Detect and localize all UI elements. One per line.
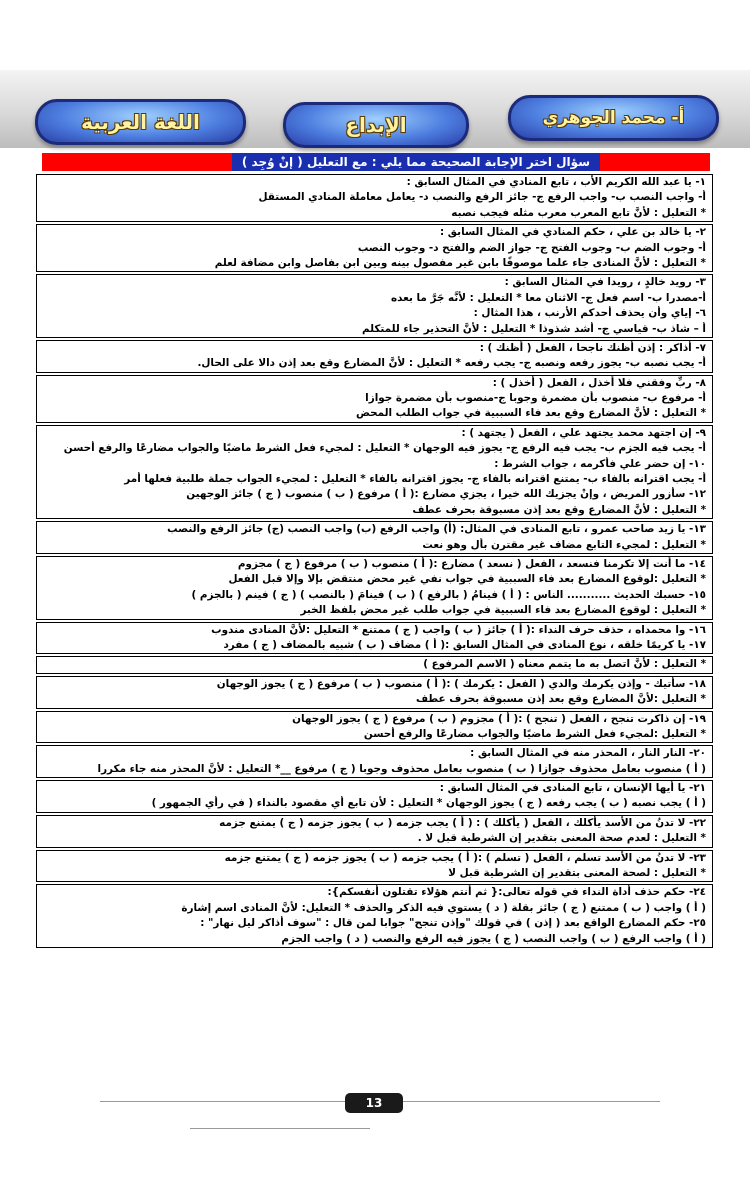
question-line: ١٤- ما أنت إلا تكرمنا فنسعد ، الفعل ( نسعد ) مضارع :( أ ) منصوب ( ب ) مرفوع ( ج ) مجزوم	[237, 557, 706, 570]
question-line: أ-مصدرا ب- اسم فعل ج- الاثنان معا * التعليل : لأنَّه جَرَّ ما بعده	[390, 291, 706, 304]
question-line: * التعليل : لوقوع المضارع بعد فاء السببية في جواب طلب غير محض بلفظ الخبر	[300, 604, 706, 617]
question-box	[36, 780, 713, 813]
question-line: * التعليل : لأنَّ المضارع وقع بعد فاء السببية في جواب الطلب المحض	[355, 407, 706, 420]
question-line: ٢٤- حكم حذف أداة النداء في قوله تعالى:{ ثم أنتم هؤلاء تقتلون أنفسكم}:	[327, 886, 706, 899]
question-box	[36, 850, 713, 883]
question-box	[36, 224, 713, 272]
question-title-bar	[42, 153, 710, 171]
question-box	[36, 174, 713, 222]
question-line: ( أ ) منصوب بعامل محذوف جوازا ( ب ) منصوب بعامل محذوف وجوبا ( ج ) مرفوع __* التعليل : لأنَّ المحذر منه جاء مكررا	[97, 762, 706, 775]
question-line: أ- واجب النصب ب- واجب الرفع ج- جائز الرفع والنصب د- يعامل معاملة المنادي المستقل	[258, 191, 706, 204]
brand-badge: الإبداع	[283, 102, 469, 148]
question-line: أ- يجب نصبه ب- يجوز رفعه ونصبه ج- يجب رفعه * التعليل : لأنَّ المضارع وقع بعد إذن دالا على الحال.	[197, 357, 706, 370]
question-line: ٢٠- النار النار ، المحذر منه في المثال السابق :	[470, 747, 706, 760]
question-line: ٨- ربِّ وفقني فلا أخذل ، الفعل ( أخذل ) :	[492, 376, 706, 389]
question-line: ٢٣- لا تدنُ من الأسد تسلم ، الفعل ( تسلم ) :( أ ) يجب جزمه ( ب ) يجوز جزمه ( ج ) يمتنع جزمه	[224, 851, 706, 864]
subject-badge: اللغة العربية	[35, 99, 246, 145]
question-line: ١٩- إن ذاكرت تنجح ، الفعل ( تنجح ) :( أ ) مجزوم ( ب ) مرفوع ( ج ) يجوز الوجهان	[292, 712, 706, 725]
question-line: أ- مرفوع ب- منصوب بأن مضمرة وجوبا ج-منصوب بأن مضمرة جوازا	[365, 392, 706, 405]
question-box	[36, 521, 713, 554]
question-line: ( أ ) يجب نصبه ( ب ) يجب رفعه ( ج ) يجوز الوجهان * التعليل : لأن تابع أي مقصود بالنداء ( في رأي الجمهور )	[151, 797, 706, 810]
question-box	[36, 556, 713, 620]
question-line: ٢١- يا أيها الإنسان ، تابع المنادى في المثال السابق :	[439, 782, 706, 795]
question-line: * التعليل : لصحة المعنى بتقدير إن الشرطية قبل لا	[448, 867, 706, 880]
question-line: * التعليل :لأنَّ المضارع وقع بعد إذن مسبوقة بحرف عطف	[415, 693, 706, 706]
question-line: * التعليل : لمجيء التابع مضاف غير مقترن بأل وهو نعت	[422, 538, 706, 551]
question-line: ١٥- حسبك الحديث ........... الناس : ( أ ) فينامُ ( بالرفع ) ( ب ) فينامَ ( بالنصب ) ( ج ) فينم ( بالجزم )	[191, 588, 706, 601]
question-line: ( أ ) واجب الرفع ( ب ) واجب النصب ( ج ) يجوز فيه الرفع والنصب ( د ) واجب الجزم	[281, 932, 706, 945]
question-line: * التعليل :لمجيء فعل الشرط ماضيًا والجواب مضارعًا والرفع أحسن	[363, 727, 706, 740]
question-line: ١٦- وا محمداه ، حذف حرف النداء :( أ ) جائز ( ب ) واجب ( ج ) ممتنع * التعليل :لأنَّ المنادى مندوب	[211, 623, 706, 636]
question-line: * التعليل : لأنَّ المضارع وقع بعد إذن مسبوقة بحرف عطف	[412, 503, 706, 516]
footer-divider-short	[190, 1128, 370, 1129]
question-line: ١٨- سأتيك - وإذن يكرمك والدي ( الفعل : يكرمك ) :( أ ) منصوب ( ب ) مرفوع ( ج ) يجوز الوجهان	[216, 677, 706, 690]
question-line: * التعليل :لوقوع المضارع بعد فاء السببية في جواب نفي غير محض منتقض بإلا وإلا قبل الفعل	[228, 573, 706, 586]
question-line: أ- يجب اقترانه بالفاء ب- يمتنع اقترانه بالفاء ج- يجوز اقترانه بالفاء * التعليل : لمجيء الجواب جملة طلبية فعلها أمر	[124, 473, 706, 486]
question-line: أ- يجب فيه الجزم ب- يجب فيه الرفع ج- يجوز فيه الوجهان * التعليل : لمجيء فعل الشرط ماضيًا والجواب مضارعًا والرفع أحسن	[63, 442, 706, 455]
question-box	[36, 815, 713, 848]
question-box	[36, 711, 713, 744]
question-line: * التعليل : لأنَّ المنادى جاء علما موصوفًا بابن غير مفصول بينه وبين ابن بفاصل وابن مضافة لعلم	[214, 256, 706, 269]
question-line: * التعليل : لعدم صحة المعنى بتقدير إن الشرطية قبل لا .	[417, 832, 706, 845]
question-box	[36, 274, 713, 338]
question-sheet	[36, 174, 713, 950]
question-line: أ – شاذ ب- قياسي ج- أشد شذوذا * التعليل : لأنَّ التحذير جاء للمتكلم	[361, 322, 706, 335]
question-line: ١٣- يا زيد صاحب عمرو ، تابع المنادى في المثال: (أ) واجب الرفع (ب) واجب النصب (ج) جائز الرفع والنصب	[167, 523, 706, 536]
question-box	[36, 656, 713, 673]
question-line: أ- وجوب الضم ب- وجوب الفتح ج- جواز الضم والفتح د- وجوب النصب	[357, 241, 706, 254]
question-box	[36, 676, 713, 709]
question-line: ٣- رويد خالدٍ ، رويدا في المثال السابق :	[504, 276, 706, 289]
question-box	[36, 622, 713, 655]
question-line: ٧- أذاكر : إذن أظنك ناجحا ، الفعل ( أظنك ) :	[479, 341, 706, 354]
question-box	[36, 884, 713, 948]
question-line: ٦- إياي وأن يحذف أحدكم الأرنب ، هذا المثال :	[473, 307, 706, 320]
page-number: 13	[345, 1093, 403, 1113]
question-line: ٩- إن اجتهد محمد يجتهد علي ، الفعل ( يجتهد ) :	[461, 426, 706, 439]
question-title: سؤال اختر الإجابة الصحيحة مما يلي : مع التعليل ( إنْ وُجِد )	[232, 153, 600, 171]
teacher-badge: أ- محمد الجوهري	[508, 95, 719, 141]
question-line: ٢٥- حكم المضارع الواقع بعد ( إذن ) في قولك "وإذن تنجح" جوابا لمن قال : "سوف أذاكر ليل نهار" :	[200, 917, 706, 930]
question-line: ٢- يا خالد بن علي ، حكم المنادي في المثال السابق :	[440, 226, 706, 239]
question-line: * التعليل : لأنَّ اتصل به ما يتمم معناه ( الاسم المرفوع )	[423, 658, 706, 671]
question-box	[36, 745, 713, 778]
question-line: ١٧- يا كريمًا خلقه ، نوع المنادى في المثال السابق :( أ ) مضاف ( ب ) شبيه بالمضاف ( ج ) مفرد	[223, 638, 706, 651]
question-line: ٢٢- لا تدنُ من الأسد يأكلك ، الفعل ( يأكلك ) : ( أ ) يجب جزمه ( ب ) يجوز جزمه ( ج ) يمتنع جزمه	[219, 816, 706, 829]
question-box	[36, 425, 713, 519]
question-line: ١٠- إن حضر علي فأكرمه ، جواب الشرط :	[494, 457, 706, 470]
question-line: * التعليل : لأنَّ تابع المعرب معرب مثله فيجب نصبه	[451, 206, 706, 219]
question-box	[36, 340, 713, 373]
question-line: ( أ ) واجب ( ب ) ممتنع ( ج ) جائز بقلة ( د ) يستوي فيه الذكر والحذف * التعليل: لأنَّ المنادى اسم إشارة	[181, 901, 706, 914]
question-line: ١- يا عبد الله الكريم الأب ، تابع المنادي في المثال السابق :	[406, 176, 706, 188]
question-box	[36, 375, 713, 423]
question-line: ١٢- سأزور المريض ، وإنْ يجزيك الله خيرا ، يجزي مضارع :( أ ) مرفوع ( ب ) منصوب ( ج ) جائز الوجهين	[186, 488, 706, 501]
